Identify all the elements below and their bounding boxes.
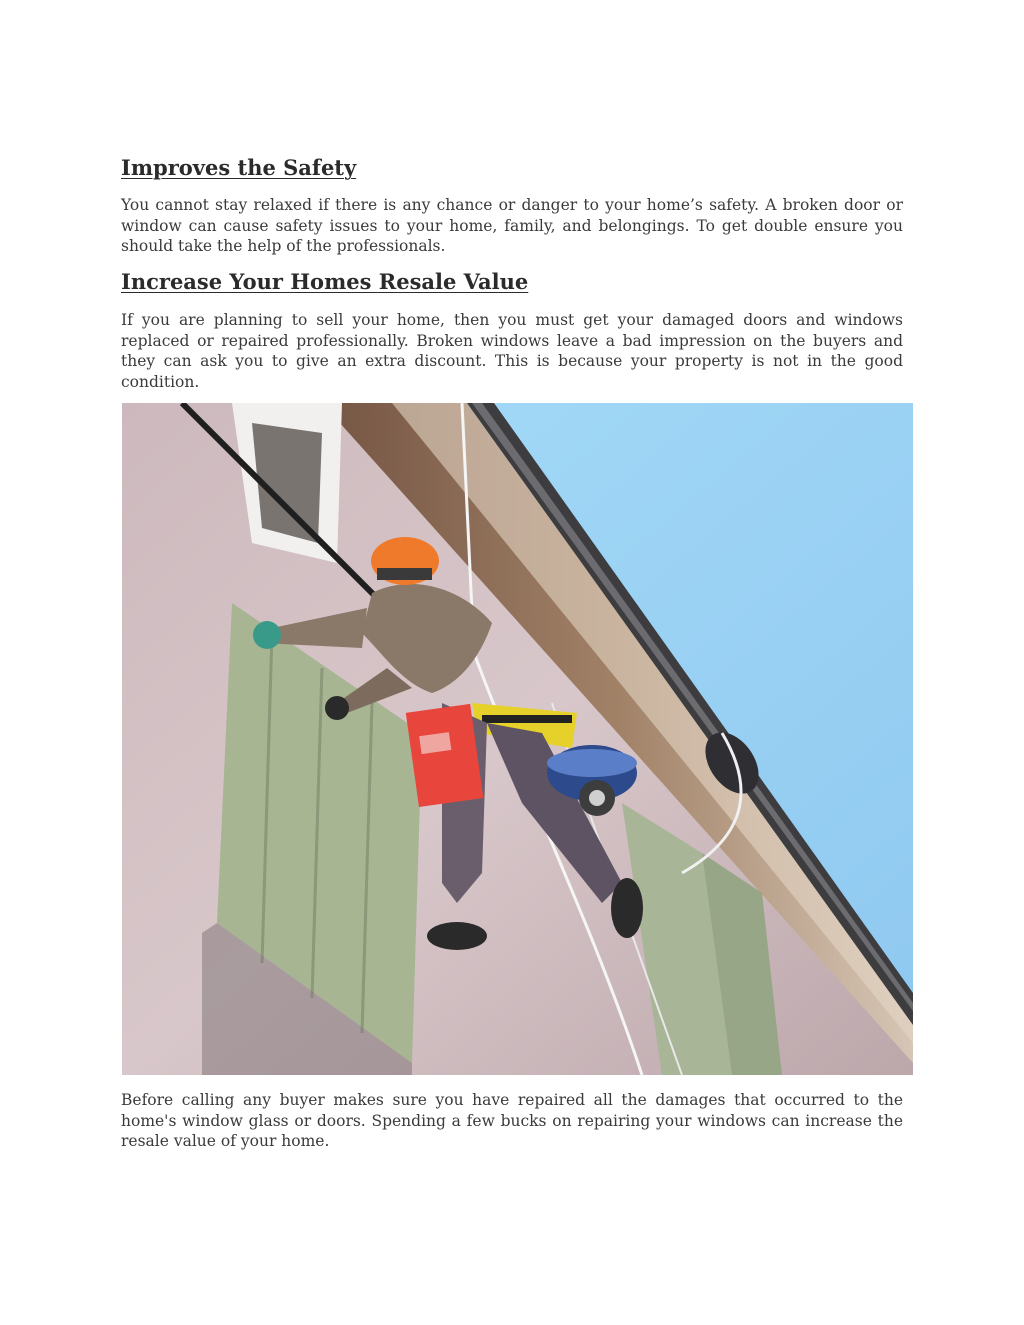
red-tool-box — [406, 704, 484, 807]
section-heading-resale: Increase Your Homes Resale Value — [121, 269, 529, 294]
glove — [253, 621, 281, 649]
section-body-safety: You cannot stay relaxed if there is any chance or danger to your home’s safety. A broken door or window can cause safety issues to your home, family, and belongings. To get double ensure you should take the help of the professionals. — [121, 196, 903, 256]
section-body-resale: If you are planning to sell your home, then you must get your damaged doors and windows replaced or repaired professionally. Broken windows leave a bad impression on the buyers and they can ask you to give an extra discount. This is because your property is not in the good condition. — [121, 311, 903, 391]
worker-on-facade-photo — [122, 403, 913, 1075]
closing-paragraph: Before calling any buyer makes sure you have repaired all the damages that occurred to the home's window glass or doors. Spending a few bucks on repairing your windows can increase the resale value of your home. — [121, 1091, 903, 1151]
section-heading-safety: Improves the Safety — [121, 155, 357, 180]
